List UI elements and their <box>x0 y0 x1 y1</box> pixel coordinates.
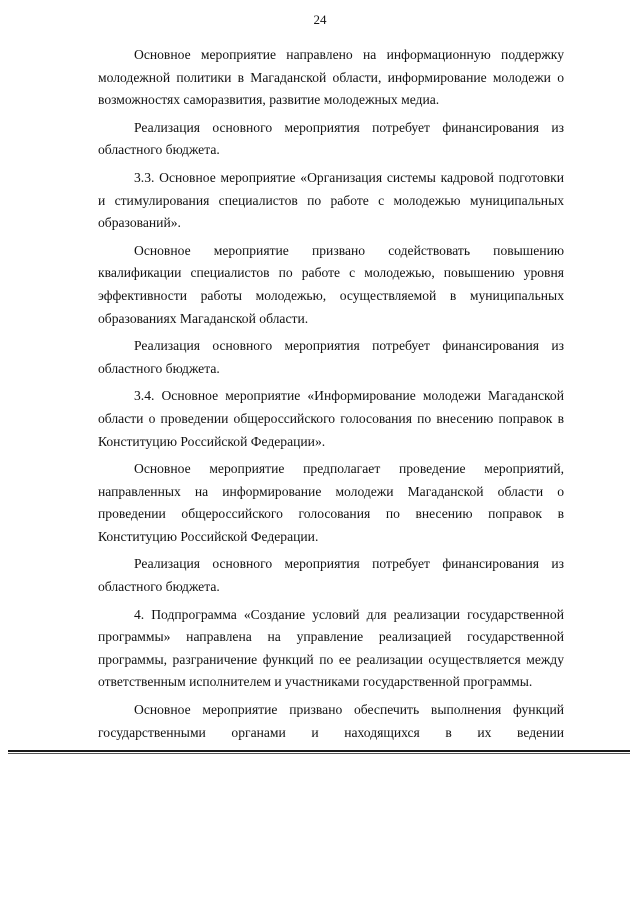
paragraph: 3.4. Основное мероприятие «Информирование молодежи Магаданской области о проведении общероссийского голосования по внесению поправок в Конституцию Российской Федерации». <box>98 388 564 449</box>
paragraph: Реализация основного мероприятия потребует финансирования из областного бюджета. <box>98 119 564 158</box>
paragraph: Реализация основного мероприятия потребует финансирования из областного бюджета. <box>98 556 564 595</box>
page-bottom-rule-shadow <box>8 753 630 754</box>
paragraph: 3.3. Основное мероприятие «Организация системы кадровой подготовки и стимулирования специалистов по работе с молодежью муниципальных образований». <box>98 169 564 231</box>
paragraph: Основное мероприятие направлено на информационную поддержку молодежной политики в Магаданской области, информирование молодежи о возможностях саморазвития, развитие молодежных медиа. <box>98 47 564 108</box>
page-bottom-rule <box>8 750 630 752</box>
paragraph: 4. Подпрограмма «Создание условий для реализации государственной программы» направлена на управление реализацией государственной программы, разграничение функций по ее реализации осуществляется между ответственным исполнителем и участниками государственной программы. <box>98 606 564 690</box>
paragraph: Реализация основного мероприятия потребует финансирования из областного бюджета. <box>98 338 564 376</box>
paragraph: Основное мероприятие призвано обеспечить выполнения функций государственными органами и находящихся в их ведении <box>98 702 564 740</box>
document-body <box>98 44 564 749</box>
paragraph: Основное мероприятие предполагает проведение мероприятий, направленных на информирование молодежи Магаданской области о проведении общероссийского голосования по внесению поправок в Конституцию Российской Федерации. <box>98 461 564 544</box>
page-number: 24 <box>313 12 327 27</box>
paragraph: Основное мероприятие призвано содействовать повышению квалификации специалистов по работе с молодежью, повышению уровня эффективности работы молодежью, осуществляемой в муниципальных образованиях Магаданской области. <box>98 242 564 326</box>
